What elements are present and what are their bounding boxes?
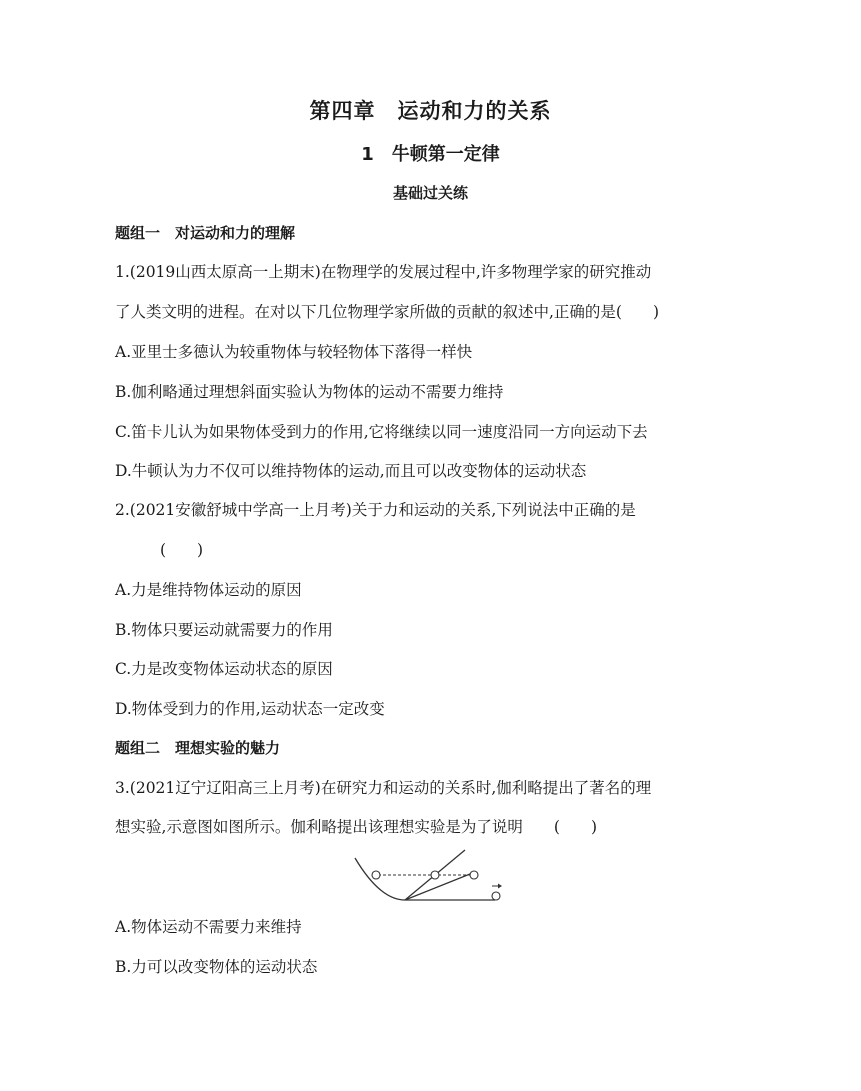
q1-option-a: A.亚里士多德认为较重物体与较轻物体下落得一样快 <box>115 343 473 361</box>
q2-stem-line1: 2.(2021安徽舒城中学高一上月考)关于力和运动的关系,下列说法中正确的是 <box>115 501 636 519</box>
q3-stem-line1: 3.(2021辽宁辽阳高三上月考)在研究力和运动的关系时,伽利略提出了著名的理 <box>115 779 652 797</box>
q3-stem-line2: 想实验,示意图如图所示。伽利略提出该理想实验是为了说明 ( ) <box>115 818 598 836</box>
q2-option-d: D.物体受到力的作用,运动状态一定改变 <box>115 700 385 718</box>
group-title-2: 题组二 理想实验的魅力 <box>115 739 281 757</box>
group-title-1: 题组一 对运动和力的理解 <box>115 224 296 242</box>
level-title: 基础过关练 <box>392 184 468 202</box>
q1-stem-line1: 1.(2019山西太原高一上期末)在物理学的发展过程中,许多物理学家的研究推动 <box>115 263 652 281</box>
chapter-title: 第四章 运动和力的关系 <box>309 99 552 123</box>
q2-option-a: A.力是维持物体运动的原因 <box>115 581 302 599</box>
q2-option-b: B.物体只要运动就需要力的作用 <box>115 621 333 639</box>
q1-option-d: D.牛顿认为力不仅可以维持物体的运动,而且可以改变物体的运动状态 <box>115 462 587 480</box>
ideal-experiment-diagram <box>350 845 510 905</box>
q3-option-b: B.力可以改变物体的运动状态 <box>115 958 318 976</box>
q2-answer-paren: ( ) <box>160 541 204 559</box>
q1-option-b: B.伽利略通过理想斜面实验认为物体的运动不需要力维持 <box>115 383 504 401</box>
q1-stem-line2: 了人类文明的进程。在对以下几位物理学家所做的贡献的叙述中,正确的是( ) <box>115 303 660 321</box>
section-title: 1 牛顿第一定律 <box>361 144 500 165</box>
q1-option-c: C.笛卡儿认为如果物体受到力的作用,它将继续以同一速度沿同一方向运动下去 <box>115 423 648 441</box>
q3-option-a: A.物体运动不需要力来维持 <box>115 918 302 936</box>
q2-option-c: C.力是改变物体运动状态的原因 <box>115 660 333 678</box>
